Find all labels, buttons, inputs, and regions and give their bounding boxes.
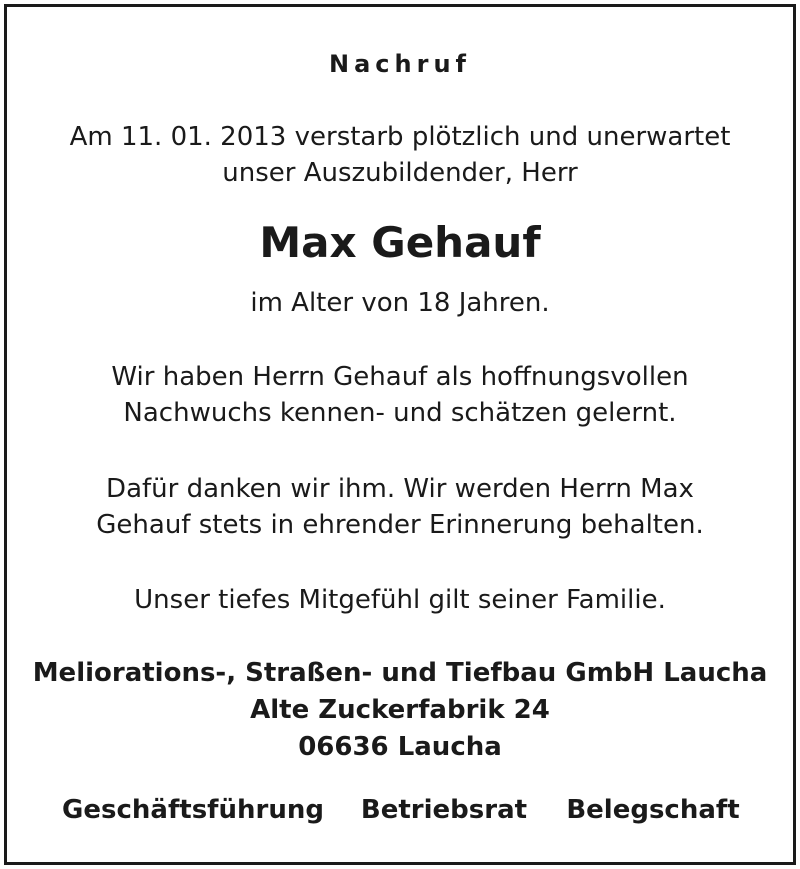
deceased-name: Max Gehauf [259,218,541,267]
paragraph-1-line-1: Wir haben Herrn Gehauf als hoffnungsvollen [111,362,689,392]
intro-line-1: Am 11. 01. 2013 verstarb plötzlich und unerwartet [69,122,731,152]
company-street: Alte Zuckerfabrik 24 [250,695,550,725]
paragraph-2-line-2: Gehauf stets in ehrender Erinnerung behalten. [96,510,704,540]
company-city: 06636 Laucha [298,732,502,762]
company-name: Meliorations-, Straßen- und Tiefbau GmbH Laucha [32,658,768,688]
signature-works-council: Betriebsrat [360,795,528,825]
signature-row [0,792,800,828]
paragraph-3: Unser tiefes Mitgefühl gilt seiner Familie. [134,585,666,615]
paragraph-1-line-2: Nachwuchs kennen- und schätzen gelernt. [123,398,677,428]
signature-management: Geschäftsführung [62,795,324,825]
intro-line-2: unser Auszubildender, Herr [222,158,578,188]
signature-staff: Belegschaft [566,795,740,825]
age-line: im Alter von 18 Jahren. [250,288,550,318]
notice-heading: Nachruf [329,50,471,78]
paragraph-2-line-1: Dafür danken wir ihm. Wir werden Herrn Max [106,474,694,504]
